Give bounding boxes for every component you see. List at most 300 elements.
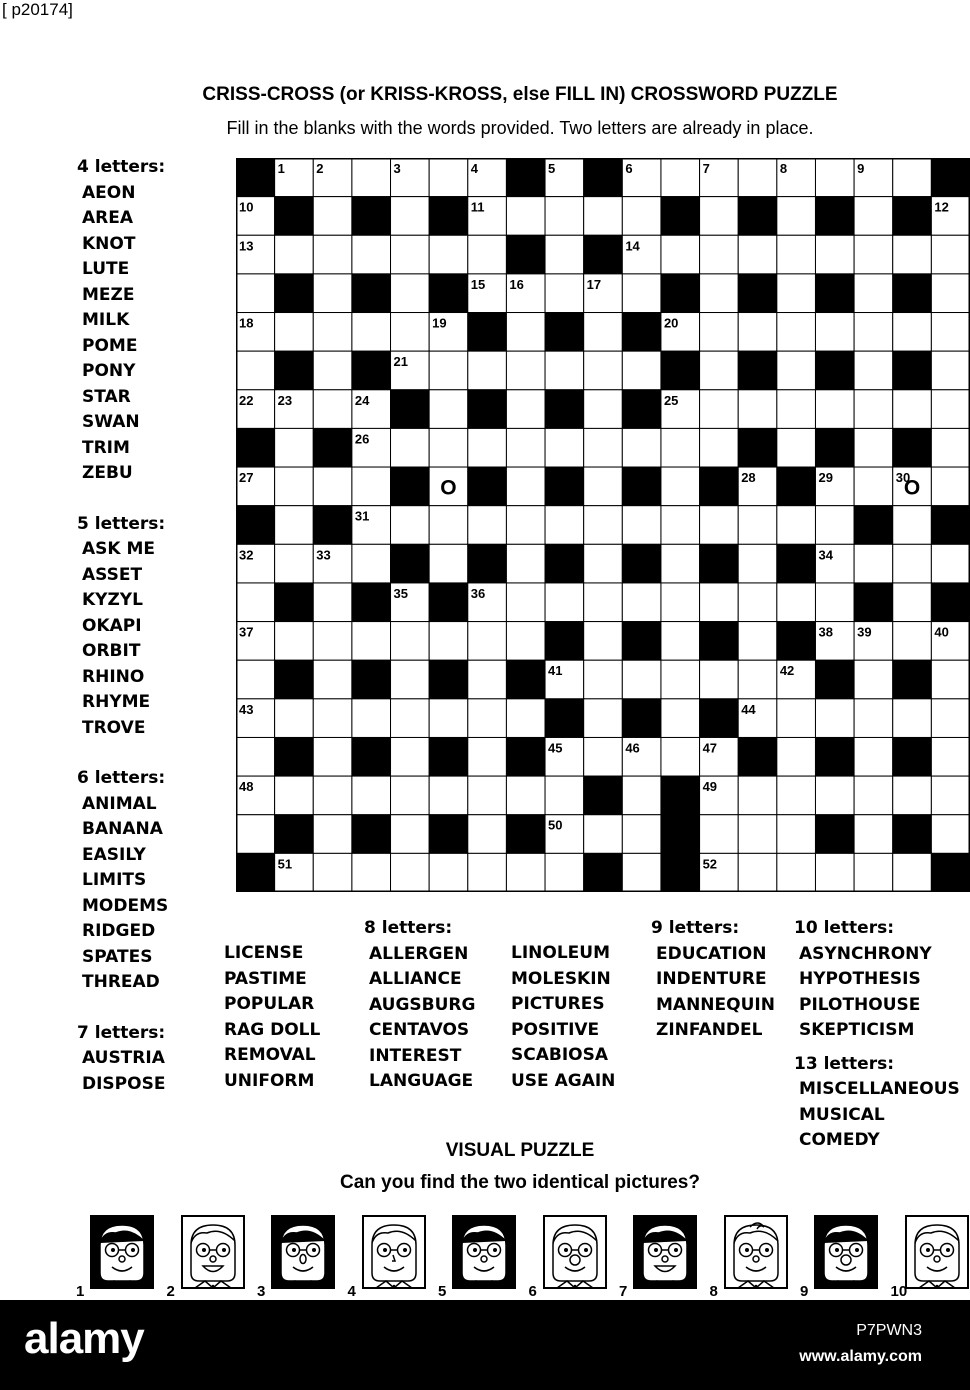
grid-cell[interactable] [391, 699, 430, 738]
grid-cell[interactable] [352, 853, 391, 892]
face-picture[interactable] [347, 1215, 426, 1300]
grid-cell[interactable] [236, 815, 275, 854]
grid-cell[interactable] [391, 622, 430, 661]
grid-cell[interactable] [854, 660, 893, 699]
grid-cell[interactable] [545, 506, 584, 545]
grid-cell[interactable] [313, 467, 352, 506]
grid-cell[interactable] [313, 197, 352, 236]
grid-block [313, 506, 352, 545]
grid-cell[interactable] [468, 815, 507, 854]
grid-cell[interactable] [429, 390, 468, 429]
grid-cell[interactable] [854, 776, 893, 815]
grid-cell[interactable] [854, 428, 893, 467]
picture-number: 7 [619, 1283, 628, 1300]
grid-cell[interactable] [352, 544, 391, 583]
grid-cell[interactable] [275, 506, 314, 545]
grid-cell[interactable] [622, 428, 661, 467]
grid-cell[interactable] [584, 506, 623, 545]
grid-cell[interactable] [854, 390, 893, 429]
grid-cell[interactable] [931, 274, 970, 313]
grid-cell[interactable] [931, 544, 970, 583]
grid-cell[interactable] [275, 467, 314, 506]
visual-puzzle-pictures [0, 1215, 970, 1300]
grid-cell[interactable] [622, 274, 661, 313]
grid-cell[interactable] [545, 197, 584, 236]
clue-number: 17 [586, 276, 602, 292]
grid-cell[interactable] [777, 776, 816, 815]
grid-cell[interactable] [738, 313, 777, 352]
grid-block [815, 815, 854, 854]
word-list-item: MANNEQUIN [656, 994, 775, 1015]
grid-cell[interactable] [506, 776, 545, 815]
grid-cell[interactable] [429, 699, 468, 738]
grid-cell[interactable] [584, 351, 623, 390]
grid-cell[interactable] [391, 660, 430, 699]
face-picture[interactable] [76, 1215, 154, 1300]
grid-cell[interactable] [429, 776, 468, 815]
grid-cell[interactable] [777, 815, 816, 854]
grid-cell[interactable] [313, 776, 352, 815]
grid-cell[interactable] [506, 583, 545, 622]
grid-cell[interactable] [854, 815, 893, 854]
grid-cell[interactable] [391, 197, 430, 236]
grid-cell[interactable] [700, 235, 739, 274]
grid-cell[interactable] [931, 815, 970, 854]
grid-cell[interactable] [313, 235, 352, 274]
grid-cell[interactable] [584, 660, 623, 699]
grid-cell[interactable] [352, 622, 391, 661]
grid-cell[interactable] [815, 583, 854, 622]
grid-cell[interactable] [931, 313, 970, 352]
grid-block [468, 313, 507, 352]
grid-cell[interactable] [236, 351, 275, 390]
word-list-item: MILK [82, 310, 130, 330]
visual-puzzle-title: VISUAL PUZZLE [445, 1140, 595, 1161]
grid-cell[interactable] [661, 622, 700, 661]
grid-cell[interactable] [352, 313, 391, 352]
picture-number: 8 [709, 1283, 718, 1300]
grid-cell[interactable] [738, 506, 777, 545]
grid-cell[interactable] [893, 506, 932, 545]
grid-cell[interactable] [352, 467, 391, 506]
grid-cell[interactable] [391, 235, 430, 274]
grid-cell[interactable] [854, 699, 893, 738]
grid-cell[interactable] [931, 737, 970, 776]
grid-cell[interactable] [777, 506, 816, 545]
grid-cell[interactable] [700, 197, 739, 236]
grid-cell[interactable] [893, 776, 932, 815]
grid-cell[interactable] [468, 351, 507, 390]
grid-block [931, 583, 970, 622]
grid-block [700, 467, 739, 506]
grid-cell[interactable] [468, 737, 507, 776]
grid-cell[interactable] [468, 699, 507, 738]
grid-cell[interactable] [352, 699, 391, 738]
grid-cell[interactable] [506, 506, 545, 545]
grid-cell[interactable] [506, 853, 545, 892]
grid-block [893, 351, 932, 390]
grid-cell[interactable] [738, 660, 777, 699]
picture-number: 3 [257, 1283, 266, 1300]
clue-number: 31 [354, 508, 370, 524]
clue-number: 13 [239, 238, 254, 254]
grid-cell[interactable] [893, 235, 932, 274]
word-list-item: ASYNCHRONY [799, 943, 932, 964]
grid-cell[interactable] [313, 660, 352, 699]
grid-cell[interactable] [777, 699, 816, 738]
grid-cell[interactable] [545, 351, 584, 390]
grid-cell[interactable] [661, 583, 700, 622]
grid-cell[interactable] [815, 506, 854, 545]
grid-block [893, 428, 932, 467]
grid-cell[interactable] [236, 583, 275, 622]
grid-block [352, 660, 391, 699]
grid-block [236, 158, 275, 197]
grid-cell[interactable] [584, 699, 623, 738]
word-list-item: LIMITS [82, 870, 147, 890]
grid-cell[interactable] [700, 583, 739, 622]
grid-cell[interactable] [777, 274, 816, 313]
grid-cell[interactable] [313, 815, 352, 854]
word-list-item: ASK ME [82, 539, 156, 559]
grid-block [275, 737, 314, 776]
grid-cell[interactable] [700, 274, 739, 313]
face-picture[interactable] [528, 1215, 607, 1300]
grid-cell[interactable] [700, 351, 739, 390]
grid-cell[interactable] [777, 235, 816, 274]
grid-cell[interactable] [429, 506, 468, 545]
grid-cell[interactable] [622, 660, 661, 699]
face-picture[interactable] [257, 1215, 335, 1300]
grid-cell[interactable] [815, 390, 854, 429]
grid-cell[interactable] [429, 158, 468, 197]
grid-cell[interactable] [391, 776, 430, 815]
grid-cell[interactable] [700, 660, 739, 699]
grid-cell[interactable] [777, 583, 816, 622]
grid-cell[interactable] [545, 853, 584, 892]
word-list-item: BANANA [82, 819, 163, 839]
grid-cell[interactable] [352, 235, 391, 274]
grid-cell[interactable] [584, 544, 623, 583]
grid-cell[interactable] [815, 853, 854, 892]
grid-cell[interactable] [275, 235, 314, 274]
grid-block [236, 853, 275, 892]
grid-cell[interactable] [468, 660, 507, 699]
grid-cell[interactable] [352, 158, 391, 197]
grid-cell[interactable] [931, 351, 970, 390]
grid-cell[interactable] [738, 235, 777, 274]
grid-cell[interactable] [584, 428, 623, 467]
grid-cell[interactable] [854, 351, 893, 390]
grid-cell[interactable] [236, 737, 275, 776]
word-list-item: TRIM [82, 437, 130, 458]
clue-number: 37 [239, 624, 254, 640]
grid-block [275, 583, 314, 622]
grid-cell[interactable] [468, 622, 507, 661]
grid-cell[interactable] [506, 313, 545, 352]
clue-number: 46 [625, 740, 640, 756]
clue-number: 36 [470, 585, 486, 601]
grid-cell[interactable] [429, 544, 468, 583]
grid-cell[interactable] [622, 197, 661, 236]
grid-cell[interactable] [545, 428, 584, 467]
grid-cell[interactable] [931, 776, 970, 815]
clue-number: 9 [857, 161, 865, 176]
grid-block [661, 815, 700, 854]
grid-cell[interactable] [236, 660, 275, 699]
grid-cell[interactable] [313, 390, 352, 429]
grid-cell[interactable] [661, 428, 700, 467]
grid-cell[interactable] [931, 390, 970, 429]
grid-cell[interactable] [429, 853, 468, 892]
grid-cell[interactable] [506, 390, 545, 429]
grid-cell[interactable] [506, 699, 545, 738]
grid-cell[interactable] [893, 699, 932, 738]
grid-cell[interactable] [275, 622, 314, 661]
grid-cell[interactable] [313, 699, 352, 738]
grid-cell[interactable] [429, 351, 468, 390]
word-group-heading: 6 letters: [77, 768, 166, 788]
grid-cell[interactable] [777, 197, 816, 236]
grid-cell[interactable] [275, 428, 314, 467]
grid-cell[interactable] [584, 313, 623, 352]
grid-cell[interactable] [854, 197, 893, 236]
grid-cell[interactable] [738, 158, 777, 197]
word-list-item: HYPOTHESIS [799, 969, 921, 989]
grid-cell[interactable] [777, 351, 816, 390]
grid-cell[interactable] [545, 274, 584, 313]
clue-number: 28 [741, 470, 756, 486]
grid-cell[interactable] [738, 583, 777, 622]
grid-cell[interactable] [275, 313, 314, 352]
grid-cell[interactable] [506, 544, 545, 583]
grid-cell[interactable] [777, 737, 816, 776]
grid-cell[interactable] [622, 351, 661, 390]
grid-block [815, 274, 854, 313]
grid-cell[interactable] [738, 544, 777, 583]
grid-cell[interactable] [661, 506, 700, 545]
grid-block [700, 699, 739, 738]
grid-cell[interactable] [313, 737, 352, 776]
grid-cell[interactable] [700, 506, 739, 545]
grid-cell[interactable] [738, 622, 777, 661]
grid-cell[interactable] [391, 737, 430, 776]
grid-cell[interactable] [313, 853, 352, 892]
grid-cell[interactable] [506, 622, 545, 661]
grid-cell[interactable] [893, 544, 932, 583]
grid-cell[interactable] [815, 158, 854, 197]
grid-cell[interactable] [854, 544, 893, 583]
grid-cell[interactable] [931, 235, 970, 274]
grid-cell[interactable] [893, 853, 932, 892]
grid-block [622, 467, 661, 506]
grid-cell[interactable] [893, 390, 932, 429]
grid-cell[interactable] [468, 235, 507, 274]
grid-cell[interactable] [854, 737, 893, 776]
grid-cell[interactable] [429, 622, 468, 661]
grid-cell[interactable] [661, 235, 700, 274]
grid-cell[interactable] [506, 428, 545, 467]
grid-cell[interactable] [931, 428, 970, 467]
clue-number: 24 [354, 392, 370, 408]
grid-block [815, 428, 854, 467]
grid-cell[interactable] [313, 274, 352, 313]
grid-cell[interactable] [391, 815, 430, 854]
clue-number: 33 [316, 547, 331, 563]
face-picture[interactable] [890, 1215, 969, 1300]
grid-cell[interactable] [700, 313, 739, 352]
grid-cell[interactable] [391, 313, 430, 352]
grid-block [352, 815, 391, 854]
grid-cell[interactable] [584, 390, 623, 429]
crossword-grid[interactable] [236, 158, 970, 892]
grid-block [275, 351, 314, 390]
grid-cell[interactable] [584, 197, 623, 236]
grid-cell[interactable] [313, 313, 352, 352]
grid-cell[interactable] [893, 622, 932, 661]
grid-cell[interactable] [352, 776, 391, 815]
grid-cell[interactable] [777, 390, 816, 429]
grid-cell[interactable] [313, 622, 352, 661]
crossword-grid-svg[interactable] [236, 158, 970, 892]
grid-cell[interactable] [854, 467, 893, 506]
grid-cell[interactable] [506, 351, 545, 390]
grid-block [236, 428, 275, 467]
grid-cell[interactable] [545, 583, 584, 622]
grid-cell[interactable] [854, 274, 893, 313]
grid-cell[interactable] [275, 544, 314, 583]
grid-cell[interactable] [313, 583, 352, 622]
grid-block [893, 815, 932, 854]
grid-cell[interactable] [506, 197, 545, 236]
grid-cell[interactable] [815, 313, 854, 352]
clue-number: 7 [702, 161, 710, 176]
grid-cell[interactable] [622, 815, 661, 854]
grid-cell[interactable] [777, 853, 816, 892]
grid-cell[interactable] [391, 853, 430, 892]
grid-cell[interactable] [468, 853, 507, 892]
grid-block [429, 815, 468, 854]
grid-cell[interactable] [661, 158, 700, 197]
grid-cell[interactable] [584, 737, 623, 776]
grid-cell[interactable] [391, 274, 430, 313]
grid-cell[interactable] [622, 506, 661, 545]
grid-cell[interactable] [468, 776, 507, 815]
face-picture[interactable] [438, 1215, 516, 1300]
grid-cell[interactable] [545, 235, 584, 274]
grid-cell[interactable] [468, 428, 507, 467]
grid-cell[interactable] [931, 699, 970, 738]
grid-cell[interactable] [738, 390, 777, 429]
clue-number: 15 [470, 276, 486, 292]
grid-cell[interactable] [931, 467, 970, 506]
clue-number: 5 [548, 161, 556, 176]
grid-cell[interactable] [661, 467, 700, 506]
grid-cell[interactable] [661, 737, 700, 776]
grid-block [893, 274, 932, 313]
word-list-item: ALLERGEN [369, 943, 469, 964]
word-list-item: MODEMS [82, 895, 169, 916]
grid-cell[interactable] [584, 583, 623, 622]
face-picture[interactable] [709, 1215, 788, 1300]
grid-cell[interactable] [931, 660, 970, 699]
grid-cell[interactable] [584, 467, 623, 506]
grid-cell[interactable] [700, 428, 739, 467]
word-list-item: MISCELLANEOUS [799, 1079, 960, 1099]
grid-block [429, 583, 468, 622]
word-list-column-2 [219, 941, 320, 1094]
grid-cell[interactable] [236, 274, 275, 313]
grid-cell[interactable] [429, 428, 468, 467]
grid-cell[interactable] [391, 506, 430, 545]
grid-cell[interactable] [700, 390, 739, 429]
grid-cell[interactable] [893, 583, 932, 622]
grid-cell[interactable] [854, 313, 893, 352]
grid-block [622, 622, 661, 661]
grid-cell[interactable] [815, 776, 854, 815]
grid-cell[interactable] [622, 853, 661, 892]
clue-number: 19 [432, 315, 447, 331]
grid-cell[interactable] [506, 467, 545, 506]
grid-cell[interactable] [313, 351, 352, 390]
grid-block [545, 544, 584, 583]
grid-cell[interactable] [893, 313, 932, 352]
grid-cell[interactable] [545, 776, 584, 815]
grid-cell[interactable] [391, 428, 430, 467]
word-list-item: LICENSE [224, 943, 304, 963]
grid-cell[interactable] [854, 235, 893, 274]
grid-block [429, 660, 468, 699]
face-icon [905, 1215, 969, 1289]
face-picture[interactable] [619, 1215, 697, 1300]
clue-number: 52 [702, 856, 718, 872]
word-group-heading: 7 letters: [77, 1022, 166, 1043]
grid-cell[interactable] [584, 622, 623, 661]
grid-cell[interactable] [429, 235, 468, 274]
grid-cell[interactable] [815, 235, 854, 274]
grid-cell[interactable] [622, 776, 661, 815]
grid-cell[interactable] [661, 699, 700, 738]
grid-cell[interactable] [777, 428, 816, 467]
grid-cell[interactable] [854, 853, 893, 892]
grid-cell[interactable] [700, 815, 739, 854]
word-list-item: THREAD [82, 972, 160, 992]
grid-cell[interactable] [584, 815, 623, 854]
grid-cell[interactable] [738, 853, 777, 892]
word-list-item: ANIMAL [82, 793, 157, 814]
grid-block [777, 622, 816, 661]
grid-cell[interactable] [661, 660, 700, 699]
face-picture[interactable] [166, 1215, 245, 1300]
grid-cell[interactable] [275, 776, 314, 815]
grid-cell[interactable] [738, 776, 777, 815]
grid-cell[interactable] [622, 583, 661, 622]
grid-cell[interactable] [815, 699, 854, 738]
grid-cell[interactable] [738, 815, 777, 854]
face-picture[interactable] [800, 1215, 878, 1300]
grid-cell[interactable] [468, 506, 507, 545]
grid-cell[interactable] [893, 158, 932, 197]
grid-block [931, 158, 970, 197]
grid-cell[interactable] [275, 699, 314, 738]
clue-number: 1 [277, 161, 285, 176]
word-list-item: USE AGAIN [511, 1070, 616, 1091]
grid-cell[interactable] [777, 313, 816, 352]
image-code: P7PWN3 [856, 1322, 922, 1339]
grid-cell[interactable] [661, 544, 700, 583]
word-list-item: CENTAVOS [369, 1020, 470, 1040]
picture-number: 1 [76, 1283, 85, 1300]
